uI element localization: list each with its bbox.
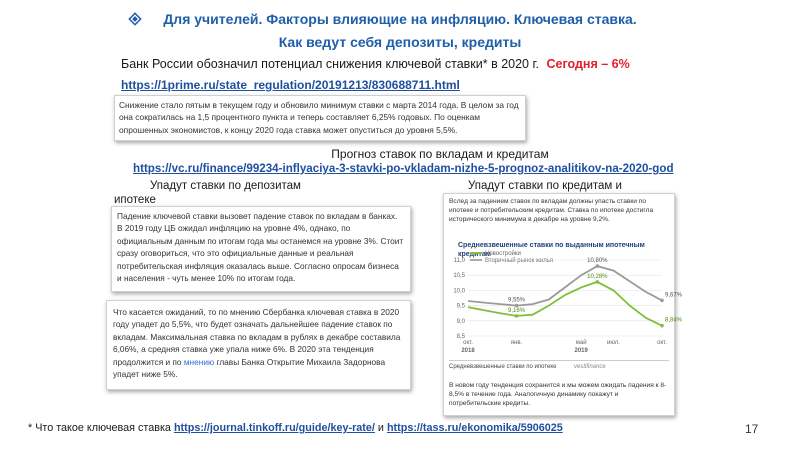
data-label: 8,84% [665, 317, 683, 324]
link-tinkoff[interactable]: https://journal.tinkoff.ru/guide/key-rate/ [173, 422, 375, 434]
page-subtitle: Как ведут себя депозиты, кредиты [278, 34, 522, 50]
data-label: 9,55% [507, 297, 526, 304]
deposits-box [111, 206, 411, 292]
x-tick-label: окт. [657, 340, 667, 346]
x-year-label: 2018 [461, 348, 475, 354]
link-vc[interactable]: https://vc.ru/finance/99234-inflyaciya-3-stavki-po-vkladam-nizhe-5-prognoz-analitikov-na-2020-god [133, 162, 674, 175]
sber-text [113, 306, 404, 380]
legend-label: Новостройки [485, 251, 521, 257]
footnote-prefix: * Что такое ключевая ставка [28, 422, 174, 434]
footnote [28, 422, 563, 434]
x-tick-label: окт. [463, 340, 473, 346]
series-point [515, 314, 519, 318]
series-point [660, 299, 664, 303]
loans-heading: Упадут ставки по кредитам и [468, 180, 622, 192]
today-rate: Сегодня – 6% [546, 57, 630, 71]
chart-footer-source: vestifinance [574, 364, 606, 370]
data-label: 9,16% [507, 307, 526, 314]
page-title: Для учителей. Факторы влияющие на инфляцию. Ключевая ставка. [163, 11, 637, 27]
y-tick-label: 8,5 [456, 334, 465, 340]
intro-line [121, 57, 630, 71]
sber-box [106, 300, 411, 390]
chart-footer-left: Средневзвешенные ставки по ипотеке [449, 364, 557, 370]
mortgage-intro: Вслед за падением ставок по вкладам должны упасть ставки по ипотеке и потребительским кредитам. Ставка по ипотеке достигла исторического минимума в декабре на уровне 9,2%. [449, 198, 654, 223]
link-1prime[interactable]: https://1prime.ru/state_regulation/20191213/830688711.html [121, 78, 460, 92]
quote-key-rate-text: Снижение стало пятым в текущем году и обновило минимум ставки с марта 2014 года. В целом за год она сократилась на 1,5 процентного пункта и теперь составляет 6,25% годовых. По оценкам опрошенных экономистов, к концу 2020 года ставка может опуститься до уровня 5,5%. [119, 100, 519, 135]
data-label: 10,28% [587, 273, 608, 280]
x-tick-label: июл. [607, 340, 620, 346]
y-tick-label: 9,5 [456, 303, 465, 310]
data-label: 9,67% [665, 292, 683, 299]
series-point [660, 324, 664, 328]
mortgage-rate-chart [448, 250, 683, 356]
x-year-label: 2019 [574, 348, 588, 354]
sber-opinion-link[interactable]: мнению [183, 356, 215, 367]
series-point [596, 264, 600, 268]
mortgage-box [443, 193, 683, 416]
x-tick-label: янв. [510, 340, 523, 346]
series-point [515, 304, 519, 308]
y-tick-label: 10,5 [453, 273, 465, 280]
page-number: 17 [745, 422, 759, 436]
footnote-and: и [374, 422, 387, 434]
sber-text-before: Что касается ожиданий, то по мнению Сбербанка ключевая ставка в 2020 году упадет до 5,5%, что будет означать дальнейшее падение ставок по вкладам. Максимальная ставка по вкладам в рублях в декабре составила 6,06%, а средняя ставка уже упала ниже 6%. В 2020 эта тенденция продолжится и по [113, 307, 401, 367]
intro-text: Банк России обозначил потенциал снижения ключевой ставки* в 2020 г. [121, 57, 539, 71]
y-tick-label: 10,0 [453, 288, 465, 295]
chart-title: Средневзвешенные ставки по выданным ипотечным кредитам [458, 242, 645, 258]
forecast-heading: Прогноз ставок по вкладам и кредитам [331, 147, 549, 161]
legend-label: Вторичный рынок жилья [485, 258, 554, 264]
mortgage-outro: В новом году тенденция сохранится и мы можем ожидать падения к 8-8,5% в течение года. Аналогичную динамику покажут и потребительские кредиты. [449, 382, 667, 407]
y-tick-label: 9,0 [456, 318, 465, 325]
data-label: 10,80% [587, 258, 608, 265]
y-tick-label: 11,0 [453, 258, 465, 264]
deposits-text: Падение ключевой ставки вызовет падение ставок по вкладам в банках. В 2019 году ЦБ ожидал инфляцию на уровне 4%, однако, по официальным данным по итогам года мы останемся на уровне 3%. Стоит сразу оговориться, что это официальные данные и реальная потребительская инфляция оказалась выше. Согласно опросам бизнеса и населения - чуть менее 10% по итогам года. [117, 211, 404, 284]
quote-box-key-rate [114, 95, 526, 141]
link-tass[interactable]: https://tass.ru/ekonomika/5906025 [386, 422, 563, 434]
deposits-heading: Упадут ставки по депозитам [150, 180, 301, 192]
series-point [596, 280, 600, 284]
x-tick-label: май [575, 340, 587, 346]
loans-heading-tail: ипотеке [114, 194, 156, 206]
series-line [468, 266, 662, 306]
sber-text-after: главы Банка Открытие Михаила Задорнова упадет ниже 5%. [113, 356, 386, 380]
